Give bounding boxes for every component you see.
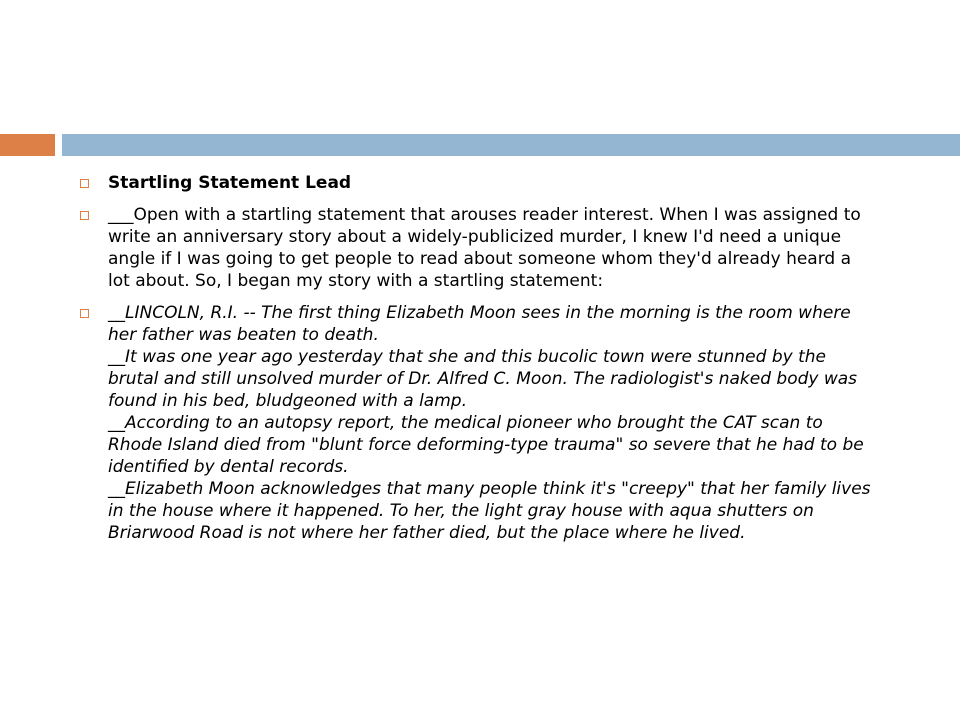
example-paragraph-2: __It was one year ago yesterday that she and this bucolic town were stunned by the brutal and still unsolved murder of Dr. Alfred C. Moon. The radiologist's naked body was found in his bed, bludgeoned with a lamp.	[108, 347, 858, 411]
heading-text: Startling Statement Lead	[108, 173, 352, 193]
square-bullet-icon	[80, 309, 89, 318]
accent-bar-orange	[0, 134, 55, 156]
square-bullet-icon	[80, 211, 89, 220]
example-paragraph-1: __LINCOLN, R.I. -- The first thing Elizabeth Moon sees in the morning is the room where her father was beaten to death.	[108, 303, 851, 345]
bullet-item-heading	[74, 172, 874, 194]
accent-bar-blue	[62, 134, 960, 156]
example-paragraph-4: __Elizabeth Moon acknowledges that many people think it's "creepy" that her family lives in the house where it happened. To her, the light gray house with aqua shutters on Briarwood Road is not where her father died, but the place where he lived.	[108, 479, 871, 543]
example-paragraph-3: __According to an autopsy report, the medical pioneer who brought the CAT scan to Rhode Island died from "blunt force deforming-type trauma" so severe that he had to be identified by dental records.	[108, 413, 864, 477]
bullet-item-intro	[74, 204, 874, 292]
bullet-item-example	[74, 302, 874, 544]
square-bullet-icon	[80, 179, 89, 188]
bullet-list	[74, 172, 874, 554]
intro-text: ___Open with a startling statement that arouses reader interest. When I was assigned to write an anniversary story about a widely-publicized murder, I knew I'd need a unique angle if I was going to get people to read about someone whom they'd already heard a lot about. So, I began my story with a startling statement:	[108, 205, 861, 291]
